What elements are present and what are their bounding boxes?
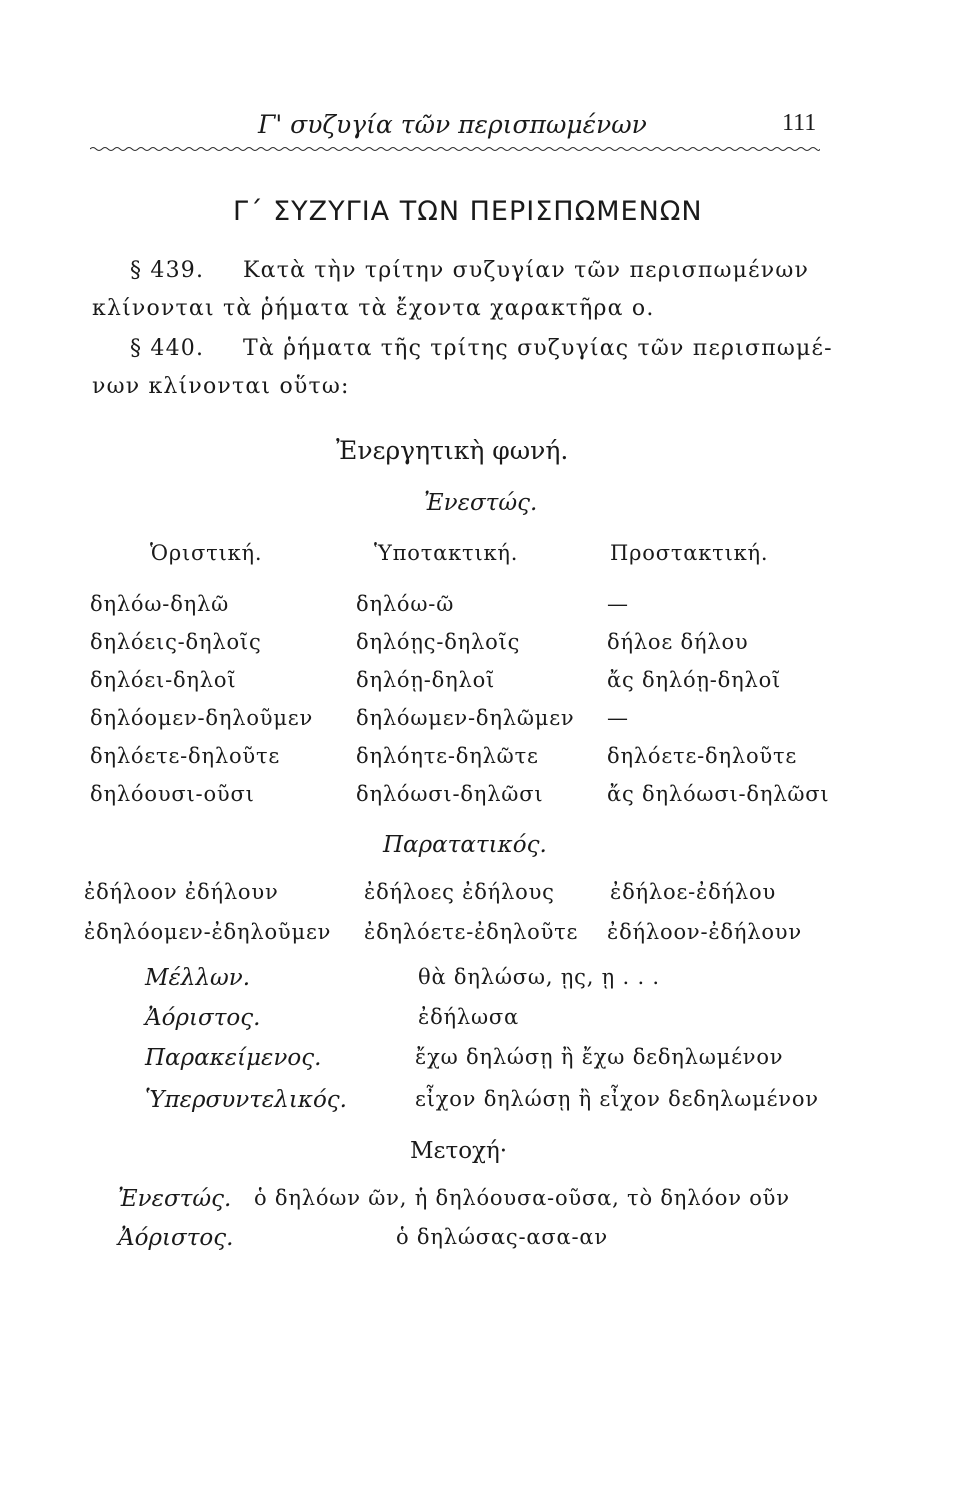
present-cell: δηλόετε-δηλοῦτε	[90, 744, 281, 768]
wavy-rule	[90, 146, 820, 152]
present-cell: δηλόωμεν-δηλῶμεν	[356, 706, 575, 730]
paragraph-439-line1: Κατὰ τὴν τρίτην συζυγίαν τῶν περισπωμένων	[243, 258, 810, 283]
paragraph-439-number: § 439.	[130, 258, 205, 283]
paragraph-440-number: § 440.	[130, 336, 205, 361]
page-number: 111	[782, 110, 817, 136]
voice-heading: Ἐνεργητικὴ φωνή.	[336, 436, 569, 465]
participle-form: ὁ δηλόων ῶν, ἡ δηλόουσα-οῦσα, τὸ δηλόον οῦν	[254, 1186, 790, 1210]
paragraph-439-line2: κλίνονται τὰ ῥήματα τὰ ἔχοντα χαρακτῆρα ο.	[92, 296, 655, 321]
present-cell: δηλόουσι-οῦσι	[90, 782, 255, 806]
present-title: Ἐνεστώς.	[424, 490, 538, 516]
present-cell: δηλόει-δηλοῖ	[90, 668, 237, 692]
imperfect-title: Παρατατικός.	[383, 832, 547, 858]
tense-form: ἐδήλωσα	[418, 1005, 520, 1029]
imperfect-cell: ἐδήλοον-ἐδήλουν	[607, 920, 802, 944]
present-cell: δηλόομεν-δηλοῦμεν	[90, 706, 314, 730]
tense-label: Μέλλων.	[145, 965, 251, 991]
participle-label: Ἐνεστώς.	[118, 1186, 232, 1212]
imperfect-cell: ἐδήλοον ἐδήλουν	[84, 880, 279, 904]
present-cell: δήλοε δήλου	[607, 630, 749, 654]
participle-form: ὁ δηλώσας-ασα-αν	[396, 1225, 608, 1249]
present-cell: δηλόῃ-δηλοῖ	[356, 668, 496, 692]
running-head-title: Γ' συζυγία τῶν περισπωμένων	[258, 110, 647, 139]
present-cell: δηλόωσι-δηλῶσι	[356, 782, 544, 806]
col-subjunctive: Ὑποτακτική.	[374, 541, 519, 565]
tense-form: εἶχον δηλώσῃ ἢ εἶχον δεδηλωμένον	[415, 1087, 819, 1111]
tense-label: Παρακείμενος.	[145, 1045, 322, 1071]
col-indicative: Ὁριστική.	[150, 541, 263, 565]
present-cell: ἄς δηλόωσι-δηλῶσι	[607, 782, 830, 806]
chapter-title: Γ΄ ΣΥΖΥΓΙΑ ΤΩΝ ΠΕΡΙΣΠΩΜΕΝΩΝ	[233, 196, 703, 227]
col-imperative: Προστακτική.	[610, 541, 769, 565]
tense-label: Ὑπερσυντελικός.	[145, 1087, 347, 1113]
present-cell: δηλόητε-δηλῶτε	[356, 744, 539, 768]
imperfect-cell: ἐδήλοες ἐδήλους	[364, 880, 555, 904]
imperfect-cell: ἐδηλόομεν-ἐδηλοῦμεν	[84, 920, 332, 944]
present-cell: δηλόῃς-δηλοῖς	[356, 630, 521, 654]
paragraph-440-line1: Τὰ ῥήματα τῆς τρίτης συζυγίας τῶν περισπωμέ-	[243, 336, 833, 361]
present-cell: —	[607, 592, 629, 616]
tense-label: Ἀόριστος.	[145, 1005, 261, 1031]
tense-form: θὰ δηλώσω, ῃς, ῃ . . .	[418, 965, 660, 989]
present-cell: δηλόετε-δηλοῦτε	[607, 744, 798, 768]
paragraph-440-line2: νων κλίνονται οὕτω:	[92, 374, 350, 399]
participle-label: Ἀόριστος.	[118, 1225, 234, 1251]
imperfect-cell: ἐδηλόετε-ἐδηλοῦτε	[364, 920, 579, 944]
imperfect-cell: ἐδήλοε-ἐδήλου	[610, 880, 777, 904]
present-cell: δηλόω-δηλῶ	[90, 592, 230, 616]
present-cell: ἄς δηλόῃ-δηλοῖ	[607, 668, 782, 692]
present-cell: δηλόεις-δηλοῖς	[90, 630, 262, 654]
participle-title: Μετοχή·	[410, 1138, 508, 1164]
present-cell: —	[607, 706, 629, 730]
tense-form: ἔχω δηλώσῃ ἢ ἔχω δεδηλωμένον	[415, 1045, 784, 1069]
present-cell: δηλόω-ῶ	[356, 592, 455, 616]
